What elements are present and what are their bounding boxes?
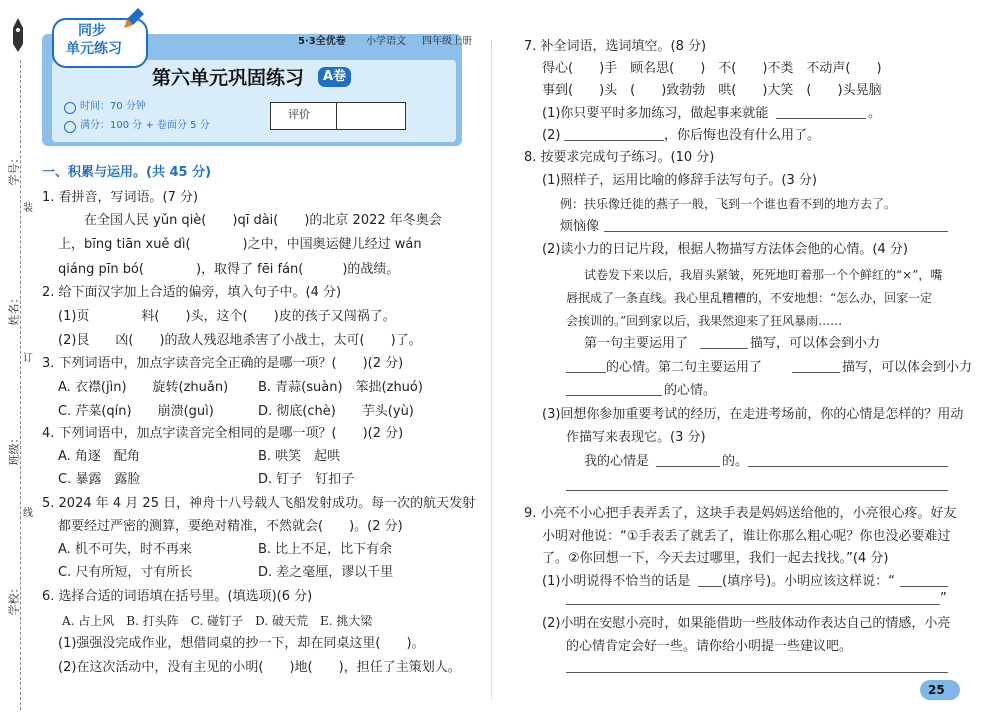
q9-part1-b: (填序号)。小明应该这样说：“ [722,574,895,589]
q9-answer-line[interactable] [566,672,948,673]
q9-quote-blank1[interactable] [900,586,948,587]
q2-title: 2. 给下面汉字加上合适的偏旁，填入句子中。(4 分) [42,285,342,300]
q3-option-d: D. 彻底(chè) 芋头(yù) [258,404,414,419]
q5-line2: 都要经过严密的测算，要绝对精准，不然就会( )。(2 分) [58,519,403,534]
q1-line1: 在全国人民 yǔn qiè( )qī dài( )的北京 2022 年冬奥会 [84,213,442,228]
q8-mood-prefix: 我的心情是 [584,454,650,469]
q3-option-b: B. 青蒜(suàn) 笨拙(zhuó) [258,380,423,395]
q8-fill-blank[interactable] [604,231,948,232]
q8-answer1-a: 第一句主要运用了 [584,336,689,351]
q8-mood-blank[interactable] [656,466,720,467]
binding-number-label: 学号： [7,152,21,186]
q6-options: A. 占上风 B. 打头阵 C. 碰钉子 D. 破天荒 E. 挑大梁 [62,614,373,628]
binding-class-label: 班级： [7,432,21,466]
q9-quote-end: ” [940,591,947,606]
q4-option-c: C. 暴露 露脸 [58,472,141,487]
q7-blank2[interactable] [564,140,664,141]
q7-title: 7. 补全词语，选词填空。(8 分) [524,39,707,54]
q4-option-b: B. 哄笑 起哄 [258,449,341,464]
q8-mood-answer-line[interactable] [748,466,948,467]
q3-title: 3. 下列词语中，加点字读音完全正确的是哪一项？( )(2 分) [42,356,404,371]
q9-line3: 了。②你回想一下，今天去过哪里，我们一起去找找。”(4 分) [542,551,889,566]
q8-answer2-b: 描写，可以体会到小力 [842,360,973,375]
clock-icon [64,102,76,114]
series-tag: 5·3全优卷 [298,36,346,47]
q9-quote-blank2[interactable] [566,604,940,605]
score-label: 满分：100 分 + 卷面分 5 分 [80,120,210,131]
seal-char-1: 装 [23,203,33,214]
q9-part2-line1: (2)小明在安慰小亮时，如果能借助一些肢体动作表达自己的情感，小亮 [542,616,951,631]
q5-option-c: C. 尺有所短，寸有所长 [58,565,193,580]
q9-part2-line2: 的心情肯定会好一些。请你给小明提一些建议吧。 [566,639,853,654]
page-title: 第六单元巩固练习 [152,67,305,89]
q8-answer2-a: 的心情。第二句主要运用了 [606,360,763,375]
q6-line2: (2)在这次活动中，没有主见的小明( )地( )，担任了主策划人。 [58,660,461,675]
q3-option-c: C. 芹菜(qín) 崩溃(guì) [58,404,214,419]
subject-tag: 小学语文 [366,36,406,47]
q7-sentence2-prefix: (2) [542,128,561,143]
q7-blank1[interactable] [776,118,866,119]
q8-answer1-b: 描写，可以体会到小力 [750,336,881,351]
q8-part3-line1: (3)回想你参加重要考试的经历，在走进考场前，你的心情是怎样的？用动 [542,407,964,422]
page-number: 25 [928,683,945,697]
q8-example: 例：扶乐像迁徙的燕子一般，飞到一个谁也看不到的地方去了。 [560,197,897,211]
q8-diary1: 试卷发下来以后，我眉头紧皱，死死地盯着那一个个鲜红的“×”，嘴 [584,268,943,282]
q6-title: 6. 选择合适的词语填在括号里。(填选项)(6 分) [42,589,313,604]
q9-part1-a: (1)小明说得不恰当的话是 [542,574,691,589]
q7-sentence1: (1)你只要平时多加练习，做起事来就能 [542,106,769,121]
q8-blank-method1[interactable] [700,348,748,349]
rocket-icon [12,18,24,52]
q8-blank-mood1[interactable] [566,372,606,373]
badge-line2: 单元练习 [66,41,122,57]
q5-option-a: A. 机不可失，时不再来 [58,542,192,557]
q8-diary2: 唇抿成了一条直线。我心里乱糟糟的，不安地想：“怎么办，回家一定 [566,291,933,305]
seal-char-3: 线 [23,508,33,519]
q8-part3-line2: 作描写来表现它。(3 分) [566,430,706,445]
q8-blank-mood2[interactable] [566,395,662,396]
q6-line1: (1)强强没完成作业，想借同桌的抄一下，却在同桌这里( )。 [58,636,425,651]
binding-name-label: 姓名： [7,292,21,326]
q7-row2: 事到( )头 ( )致勃勃 哄( )大笑 ( )头晃脑 [542,83,882,98]
rocket-badge-icon [124,8,144,32]
title-badge: A卷 [318,67,351,87]
q2-line1: (1)页 料( )头，这个( )皮的孩子又闯祸了。 [58,309,396,324]
q9-number-blank[interactable] [698,586,722,587]
q3-option-a: A. 衣襟(jìn) 旋转(zhuǎn) [58,380,229,395]
q4-option-a: A. 角逐 配角 [58,449,140,464]
evaluation-input[interactable] [338,104,402,128]
q5-option-b: B. 比上不足，比下有余 [258,542,393,557]
q2-line2: (2)艮 凶( )的敌人残忍地杀害了小战士，太可( )了。 [58,333,422,348]
q8-part2: (2)读小力的日记片段，根据人物描写方法体会他的心情。(4 分) [542,242,908,257]
q8-blank-method2[interactable] [792,372,840,373]
binding-school-label: 学校： [7,582,21,616]
q8-answer3: 的心情。 [664,383,717,398]
q8-title: 8. 按要求完成句子练习。(10 分) [524,150,715,165]
q5-option-d: D. 差之毫厘，谬以千里 [258,565,394,580]
grade-tag: 四年级上册 [422,36,472,47]
binding-margin [0,0,38,721]
q8-diary3: 会挨训的。”回到家以后，我果然迎来了狂风暴雨…… [566,314,843,328]
q7-sentence2-suffix: ，你后悔也没有什么用了。 [664,128,821,143]
q1-line2: 上，bīng tiān xuě dì( )之中，中国奥运健儿经过 wán [58,237,422,252]
q1-title: 1. 看拼音，写词语。(7 分) [42,190,199,205]
q9-line1: 9. 小亮不小心把手表弄丢了，这块手表是妈妈送给他的，小亮很心疼。好友 [524,506,957,521]
q9-line2: 小明对他说：“①手表丢了就丢了，谁让你那么粗心呢？你也没必要难过 [542,529,951,544]
badge-line1: 同步 [78,23,106,39]
q5-line1: 5. 2024 年 4 月 25 日，神舟十八号载人飞船发射成功。每一次的航天发射 [42,496,476,511]
q1-line3: qiáng pīn bó( )，取得了 fēi fán( )的战绩。 [58,262,400,277]
q8-answer-line[interactable] [566,490,948,491]
time-label: 时间：70 分钟 [80,101,146,112]
q8-fill-prefix: 烦恼像 [560,219,600,234]
seal-char-2: 订 [23,353,33,364]
q7-row1: 得心( )手 顾名思( ) 不( )不类 不动声( ) [542,61,882,76]
section1-heading: 一、积累与运用。(共 45 分) [42,165,212,180]
q4-option-d: D. 钉子 钉扣子 [258,472,355,487]
q8-mood-suffix: 的。 [722,454,749,469]
q4-title: 4. 下列词语中，加点字读音完全相同的是哪一项？( )(2 分) [42,426,404,441]
score-icon [64,121,76,133]
q8-part1: (1)照样子，运用比喻的修辞手法写句子。(3 分) [542,173,817,188]
evaluation-label: 评价 [288,108,310,121]
